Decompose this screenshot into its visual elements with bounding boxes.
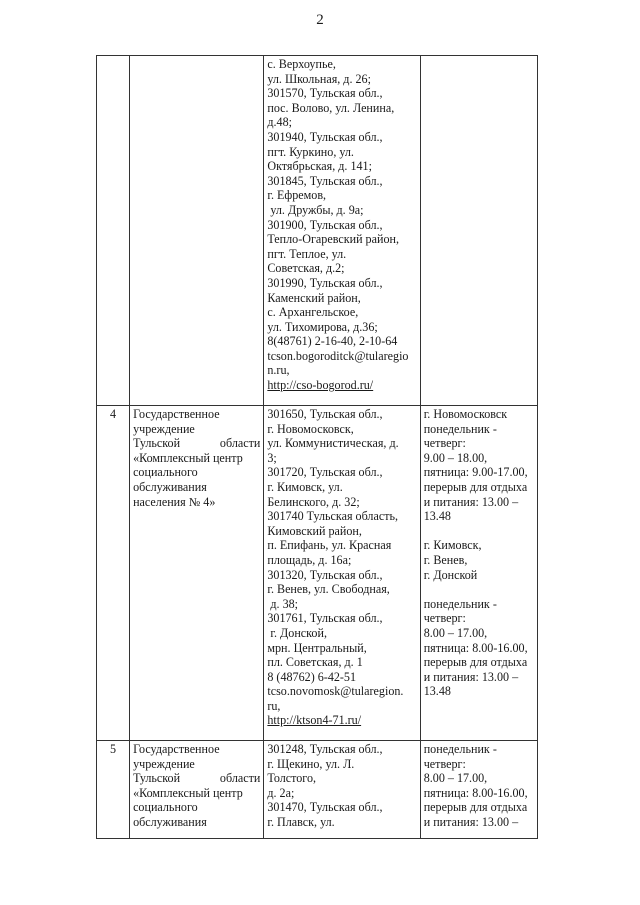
text-line: пгт. Куркино, ул. <box>267 144 354 159</box>
text-line: 301740 Тульская область, <box>267 509 399 524</box>
address-cell <box>264 406 420 741</box>
text-line: Кимовский район, <box>267 523 362 538</box>
text-line: ул. Коммунистическая, д. <box>267 436 399 451</box>
text-line: Каменский район, <box>267 290 361 305</box>
row-number-cell: 4 <box>97 406 130 741</box>
text-line: пос. Волово, ул. Ленина, <box>267 100 395 115</box>
address-lines <box>267 57 416 378</box>
text-line: 301990, Тульская обл., <box>267 275 383 290</box>
text-line: 301650, Тульская обл., <box>267 407 383 421</box>
text-line: д. 2а; <box>267 785 295 800</box>
text-line: и питания: 13.00 – <box>423 814 519 829</box>
text-line: площадь, д. 16а; <box>267 552 352 567</box>
text-line: с. Верхоупье, <box>267 57 336 71</box>
text-line: 301470, Тульская обл., <box>267 800 383 815</box>
text-line: ул. Школьная, д. 26; <box>267 71 371 86</box>
text-line: понедельник - <box>423 742 497 756</box>
institution-name-line: «Комплексный центр <box>133 450 243 465</box>
text-line: г. Ефремов, <box>267 188 327 203</box>
page-number: 2 <box>316 12 324 28</box>
text-line: 301248, Тульская обл., <box>267 742 383 756</box>
text-line: Октябрьская, д. 141; <box>267 159 372 174</box>
text-line: перерыв для отдыха <box>423 479 528 494</box>
text-line: перерыв для отдыха <box>423 800 528 815</box>
institution-name-line: учреждение <box>133 756 195 771</box>
text-line: четверг: <box>423 436 466 451</box>
text-line: Тепло-Огаревский район, <box>267 232 399 247</box>
text-line: Белинского, д. 32; <box>267 494 360 509</box>
institution-name-line: социального <box>133 800 198 815</box>
text-line: 301900, Тульская обл., <box>267 217 383 232</box>
institution-name-line: «Комплексный центр <box>133 785 243 800</box>
schedule-cell <box>420 741 537 839</box>
institution-name-cell <box>130 406 264 741</box>
text-line: понедельник - <box>423 421 497 436</box>
text-line: 9.00 – 18.00, <box>423 450 488 465</box>
text-line: 301320, Тульская обл., <box>267 567 383 582</box>
institution-name-line: Тульской области <box>133 771 261 786</box>
text-line: г. Кимовск, <box>423 538 482 553</box>
website-link[interactable]: http://cso-bogorod.ru/ <box>267 378 374 393</box>
table-row <box>97 56 538 406</box>
text-line: ru, <box>267 698 281 713</box>
text-line: г. Новомосковск <box>423 407 508 421</box>
text-line: 13.48 <box>423 684 451 699</box>
text-line: с. Архангельское, <box>267 305 359 320</box>
address-lines <box>267 407 416 713</box>
text-line: 3; <box>267 450 277 465</box>
text-line: и питания: 13.00 – <box>423 669 519 684</box>
text-line: 301845, Тульская обл., <box>267 173 383 188</box>
schedule-lines <box>424 742 534 830</box>
address-lines <box>267 742 416 830</box>
institution-name-lines <box>133 407 260 509</box>
text-line: 8.00 – 17.00, <box>423 771 488 786</box>
institution-name-cell <box>130 741 264 839</box>
row-number-cell: 5 <box>97 741 130 839</box>
text-line: 301761, Тульская обл., <box>267 611 383 626</box>
text-line <box>424 524 534 539</box>
institution-name-cell <box>130 56 264 406</box>
schedule-cell <box>420 56 537 406</box>
text-line: г. Венев, <box>423 552 468 567</box>
row-number-cell <box>97 56 130 406</box>
text-line: четверг: <box>423 756 466 771</box>
institution-name-line: Государственное <box>133 742 220 756</box>
text-line: пгт. Теплое, ул. <box>267 246 347 261</box>
text-line: мрн. Центральный, <box>267 640 367 655</box>
text-line: п. Епифань, ул. Красная <box>267 538 392 553</box>
text-line: ул. Дружбы, д. 9а; <box>267 202 364 217</box>
text-line: Советская, д.2; <box>267 261 345 276</box>
text-line: tcson.bogoroditck@tularegio <box>267 348 409 363</box>
text-line: д.48; <box>267 115 292 130</box>
text-line: г. Донской <box>423 567 478 582</box>
text-line: Толстого, <box>267 771 317 786</box>
text-line: и питания: 13.00 – <box>423 494 519 509</box>
address-cell <box>264 741 420 839</box>
table-row <box>97 406 538 741</box>
text-line: д. 38; <box>267 596 299 611</box>
institution-name-lines <box>133 742 260 830</box>
text-line: г. Новомосковск, <box>267 421 354 436</box>
text-line: г. Венев, ул. Свободная, <box>267 582 390 597</box>
text-line <box>424 582 534 597</box>
text-line: ул. Тихомирова, д.36; <box>267 319 378 334</box>
text-line: 301940, Тульская обл., <box>267 129 383 144</box>
text-line: 301570, Тульская обл., <box>267 86 383 101</box>
text-line: четверг: <box>423 611 466 626</box>
text-line: г. Плавск, ул. <box>267 814 335 829</box>
schedule-lines <box>424 407 534 699</box>
text-line: г. Донской, <box>267 625 327 640</box>
text-line: 13.48 <box>423 509 451 524</box>
text-line: пл. Советская, д. 1 <box>267 655 363 670</box>
text-line: 8.00 – 17.00, <box>423 625 488 640</box>
institution-name-line: населения № 4» <box>133 494 216 509</box>
institution-name-line: Тульской области <box>133 436 261 451</box>
institution-name-line: учреждение <box>133 421 195 436</box>
text-line: пятница: 8.00-16.00, <box>423 785 528 800</box>
institutions-table <box>96 55 538 839</box>
text-line: перерыв для отдыха <box>423 655 528 670</box>
text-line: n.ru, <box>267 363 290 378</box>
text-line: пятница: 8.00-16.00, <box>423 640 528 655</box>
institution-name-line: Государственное <box>133 407 220 421</box>
institution-name-line: обслуживания <box>133 814 207 829</box>
schedule-cell <box>420 406 537 741</box>
address-cell <box>264 56 420 406</box>
text-line: г. Кимовск, ул. <box>267 479 343 494</box>
text-line: 8 (48762) 6-42-51 <box>267 669 357 684</box>
text-line: пятница: 9.00-17.00, <box>423 465 528 480</box>
institution-name-line: обслуживания <box>133 479 207 494</box>
table-row <box>97 741 538 839</box>
text-line: tcso.novomosk@tularegion. <box>267 684 404 699</box>
website-link[interactable]: http://ktson4-71.ru/ <box>267 713 362 728</box>
institution-name-line: социального <box>133 465 198 480</box>
text-line: г. Щекино, ул. Л. <box>267 756 355 771</box>
text-line: 8(48761) 2-16-40, 2-10-64 <box>267 334 398 349</box>
text-line: 301720, Тульская обл., <box>267 465 383 480</box>
text-line: понедельник - <box>423 596 497 611</box>
